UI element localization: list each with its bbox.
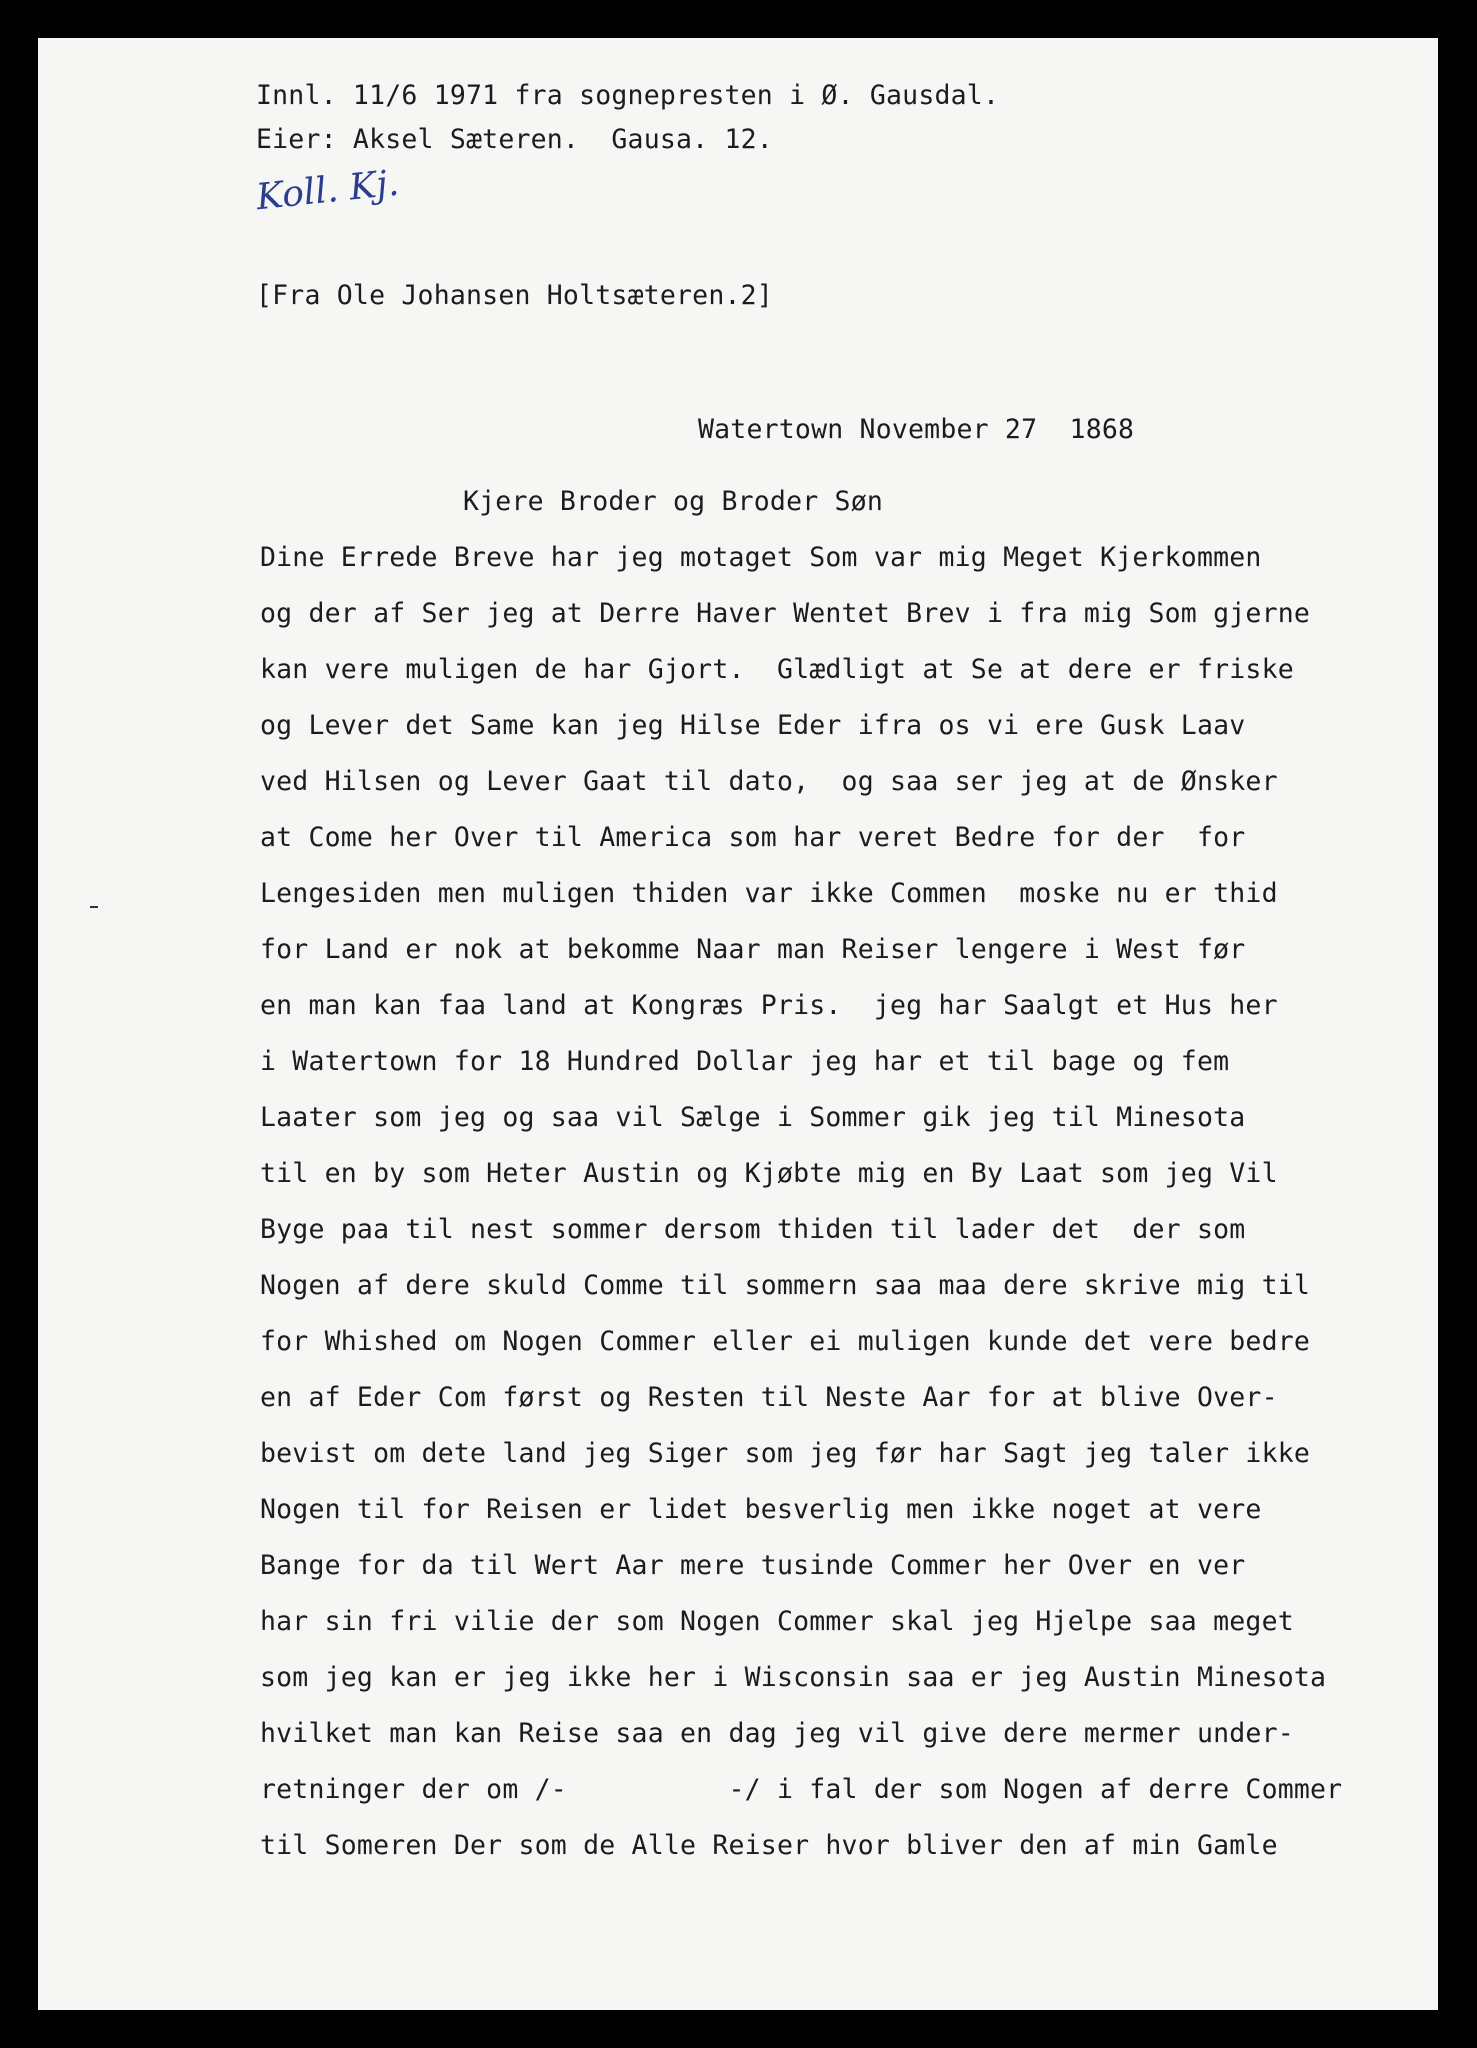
document-page xyxy=(38,38,1438,2010)
letter-line: Byge paa til nest sommer dersom thiden til lader det der som xyxy=(260,1214,1246,1245)
letter-line: og der af Ser jeg at Derre Haver Wentet Brev i fra mig Som gjerne xyxy=(260,598,1311,629)
header-receipt-line: Innl. 11/6 1971 fra sognepresten i Ø. Gausdal. xyxy=(256,80,1000,111)
letter-line: har sin fri vilie der som Nogen Commer skal jeg Hjelpe saa meget xyxy=(260,1606,1294,1637)
letter-line: Nogen af dere skuld Comme til sommern saa maa dere skrive mig til xyxy=(260,1270,1311,1301)
letter-place-date: Watertown November 27 1868 xyxy=(698,414,1135,445)
letter-line: til Someren Der som de Alle Reiser hvor bliver den af min Gamle xyxy=(260,1830,1278,1861)
letter-line: for Whished om Nogen Commer eller ei muligen kunde det vere bedre xyxy=(260,1326,1311,1357)
letter-salutation: Kjere Broder og Broder Søn xyxy=(463,486,884,517)
letter-line: en man kan faa land at Kongræs Pris. jeg har Saalgt et Hus her xyxy=(260,990,1278,1021)
letter-line: bevist om dete land jeg Siger som jeg før har Sagt jeg taler ikke xyxy=(260,1438,1311,1469)
letter-line: i Watertown for 18 Hundred Dollar jeg har et til bage og fem xyxy=(260,1046,1230,1077)
header-owner-line: Eier: Aksel Sæteren. Gausa. 12. xyxy=(256,124,773,155)
letter-line: Dine Errede Breve har jeg motaget Som var mig Meget Kjerkommen xyxy=(260,542,1262,573)
letter-line: til en by som Heter Austin og Kjøbte mig en By Laat som jeg Vil xyxy=(260,1158,1278,1189)
handwritten-annotation: Koll. Kj. xyxy=(254,162,401,219)
letter-line: retninger der om /- -/ i fal der som Nogen af derre Commer xyxy=(260,1774,1343,1805)
letter-line: Lengesiden men muligen thiden var ikke Commen moske nu er thid xyxy=(260,878,1278,909)
letter-line: og Lever det Same kan jeg Hilse Eder ifra os vi ere Gusk Laav xyxy=(260,710,1246,741)
letter-line: at Come her Over til America som har veret Bedre for der for xyxy=(260,822,1246,853)
margin-speck xyxy=(90,906,98,908)
letter-line: Nogen til for Reisen er lidet besverlig men ikke noget at vere xyxy=(260,1494,1262,1525)
letter-line: kan vere muligen de har Gjort. Glædligt at Se at dere er friske xyxy=(260,654,1294,685)
letter-line: en af Eder Com først og Resten til Neste Aar for at blive Over- xyxy=(260,1382,1278,1413)
letter-line: hvilket man kan Reise saa en dag jeg vil give dere mermer under- xyxy=(260,1718,1294,1749)
letter-line: Bange for da til Wert Aar mere tusinde Commer her Over en ver xyxy=(260,1550,1246,1581)
letter-line: for Land er nok at bekomme Naar man Reiser lengere i West før xyxy=(260,934,1246,965)
letter-line: som jeg kan er jeg ikke her i Wisconsin saa er jeg Austin Minesota xyxy=(260,1662,1327,1693)
source-note: [Fra Ole Johansen Holtsæteren.2] xyxy=(256,280,773,311)
letter-line: Laater som jeg og saa vil Sælge i Sommer gik jeg til Minesota xyxy=(260,1102,1246,1133)
letter-line: ved Hilsen og Lever Gaat til dato, og saa ser jeg at de Ønsker xyxy=(260,766,1278,797)
